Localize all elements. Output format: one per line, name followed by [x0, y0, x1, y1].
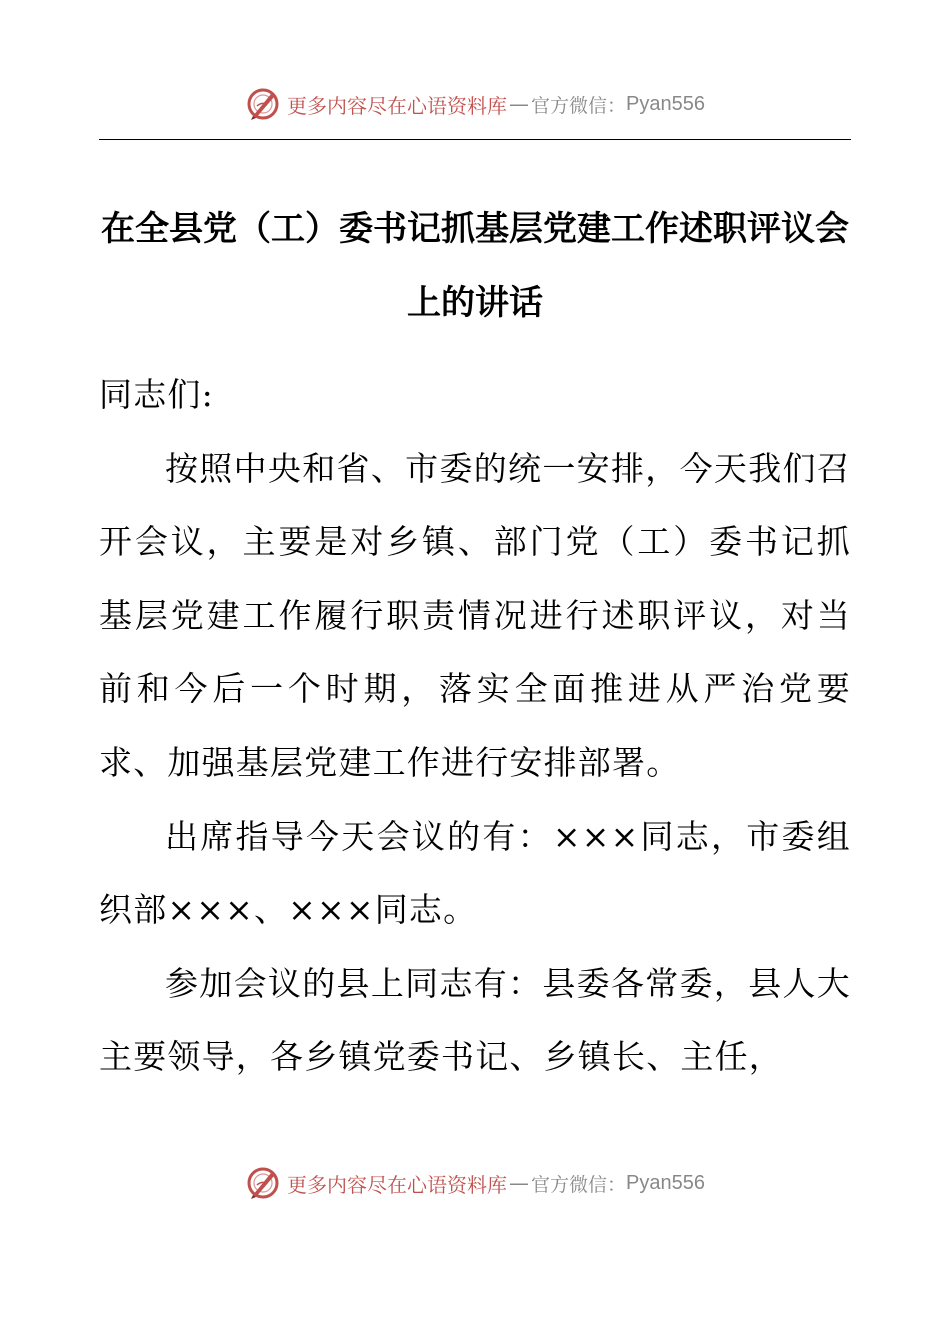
header-wechat-id: Pyan556: [626, 92, 705, 115]
document-body: [99, 358, 851, 1094]
header-divider: [99, 139, 851, 140]
header-banner-text: 更多内容尽在心语资料库: [287, 93, 507, 118]
pen-logo-icon: [245, 86, 281, 122]
footer-banner-text: 更多内容尽在心语资料库: [287, 1172, 507, 1197]
header-banner: [0, 84, 950, 124]
body-paragraph-1: 按照中央和省、市委的统一安排，今天我们召开会议，主要是对乡镇、部门党（工）委书记抓基层党建工作履行职责情况进行述职评议，对当前和今后一个时期，落实全面推进从严治党要求、加强基层党建工作进行安排部署。: [99, 448, 851, 782]
footer-wechat-label: 官方微信：: [531, 1173, 627, 1196]
pen-logo-icon: [245, 1165, 281, 1201]
header-wechat-label: 官方微信：: [531, 94, 627, 117]
body-paragraph-2: 出席指导今天会议的有：×××同志，市委组织部×××、×××同志。: [99, 816, 851, 930]
footer-banner: [0, 1163, 950, 1203]
salutation: 同志们:: [99, 375, 214, 414]
body-paragraph-3: 参加会议的县上同志有：县委各常委，县人大主要领导，各乡镇党委书记、乡镇长、主任，: [99, 963, 851, 1077]
footer-banner-dash: —: [509, 1171, 529, 1195]
header-banner-dash: —: [509, 92, 529, 116]
document-title: 在全县党（工）委书记抓基层党建工作述职评议会上的讲话: [101, 209, 849, 323]
footer-wechat-id: Pyan556: [626, 1171, 705, 1194]
